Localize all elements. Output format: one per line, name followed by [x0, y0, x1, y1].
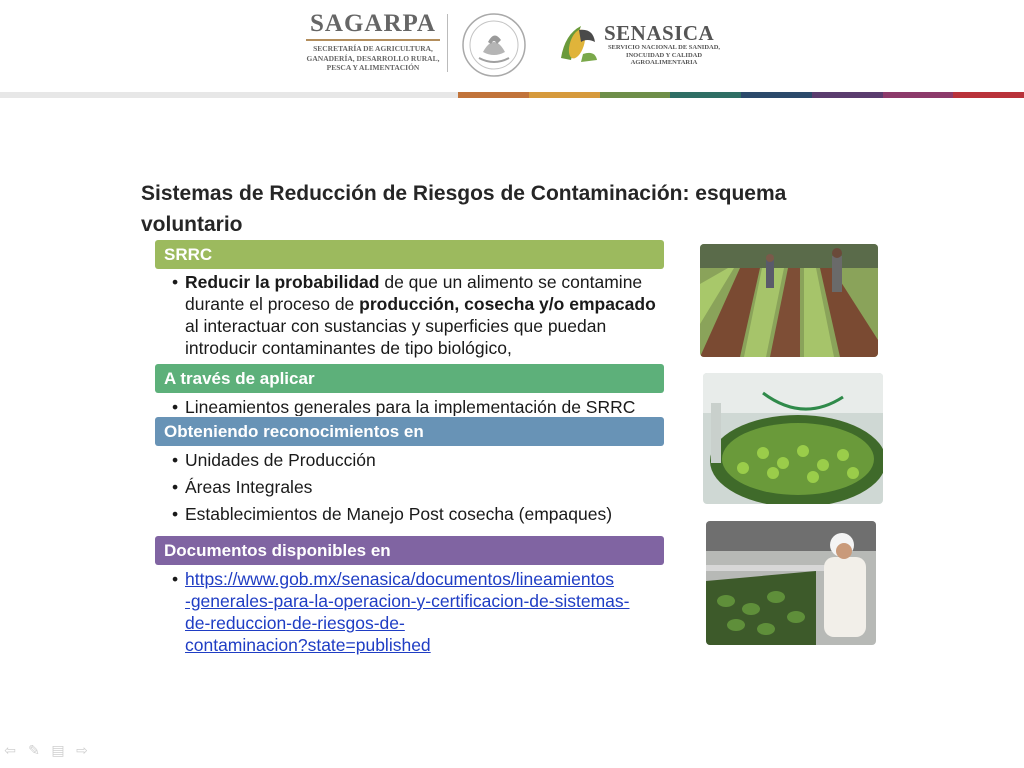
- photo-lettuce-field: [700, 244, 878, 357]
- link-line[interactable]: https://www.gob.mx/senasica/documentos/lineamientos: [185, 569, 614, 589]
- sagarpa-name: SAGARPA: [310, 10, 436, 37]
- senasica-line-1: SERVICIO NACIONAL DE SANIDAD,: [607, 44, 721, 51]
- link-line[interactable]: -generales-para-la-operacion-y-certificacion-de-sistemas-: [185, 591, 630, 611]
- color-band-segment: [812, 92, 883, 98]
- senasica-corn-icon: [555, 20, 599, 64]
- sagarpa-logo: [302, 10, 444, 73]
- sagarpa-line-3: PESCA Y ALIMENTACIÓN: [326, 63, 420, 72]
- national-seal-icon: [461, 12, 527, 78]
- section-heading-a-traves: A través de aplicar: [155, 364, 664, 393]
- color-band-segment: [741, 92, 812, 98]
- color-band-segment: [529, 92, 600, 98]
- pen-icon[interactable]: ✎: [28, 743, 40, 759]
- menu-icon[interactable]: ▤: [51, 743, 65, 759]
- list-item: [172, 271, 660, 359]
- senasica-line-3: AGROALIMENTARIA: [630, 59, 698, 66]
- senasica-line-2: INOCUIDAD Y CALIDAD: [625, 51, 703, 59]
- body-text: al interactuar con sustancias y superficies que puedan introducir contaminantes de tipo biológico,: [185, 316, 607, 358]
- forward-arrow-icon[interactable]: ⇨: [76, 743, 88, 759]
- section-heading-reconocimientos: Obteniendo reconocimientos en: [155, 417, 664, 446]
- document-link[interactable]: [185, 569, 629, 655]
- link-line[interactable]: contaminacion?state=published: [185, 635, 431, 655]
- slide-nav: [2, 744, 90, 758]
- list-item: • Áreas Integrales: [172, 476, 662, 498]
- header-gray-band: [0, 92, 458, 98]
- list-item: • Lineamientos generales para la implementación de SRRC: [172, 396, 660, 416]
- color-band-segment: [883, 92, 954, 98]
- slide-header: [0, 0, 1024, 100]
- logo-divider: [447, 14, 448, 72]
- header-color-band: [458, 92, 1024, 98]
- photo-avocado-wash: [703, 373, 883, 504]
- sagarpa-line-1: SECRETARÍA DE AGRICULTURA,: [313, 44, 433, 53]
- list-item: • Unidades de Producción: [172, 449, 662, 471]
- link-line[interactable]: de-reduccion-de-riesgos-de-: [185, 613, 405, 633]
- senasica-name: SENASICA: [604, 21, 715, 45]
- back-arrow-icon[interactable]: ⇦: [4, 743, 16, 759]
- bold-text: producción, cosecha y/o empacado: [359, 294, 656, 314]
- bold-text: Reducir la probabilidad: [185, 272, 380, 292]
- photo-packing-line: [706, 521, 876, 645]
- color-band-segment: [953, 92, 1024, 98]
- color-band-segment: [458, 92, 529, 98]
- sagarpa-line-2: GANADERÍA, DESARROLLO RURAL,: [306, 53, 440, 63]
- section-srrc-body: [160, 271, 660, 361]
- slide-title: Sistemas de Reducción de Riesgos de Contaminación: esquema voluntario: [141, 182, 787, 236]
- section-a-traves-body: [160, 396, 660, 416]
- senasica-logo: [604, 22, 724, 67]
- section-heading-documentos: Documentos disponibles en: [155, 536, 664, 565]
- list-item: • Establecimientos de Manejo Post cosecha (empaques): [172, 503, 662, 525]
- body-text: de que un alimento se contamine durante el proceso de: [185, 272, 643, 314]
- color-band-segment: [670, 92, 741, 98]
- sagarpa-rule: [306, 39, 440, 41]
- section-heading-srrc: SRRC: [155, 240, 664, 269]
- document-link-item[interactable]: [172, 568, 662, 656]
- color-band-segment: [600, 92, 671, 98]
